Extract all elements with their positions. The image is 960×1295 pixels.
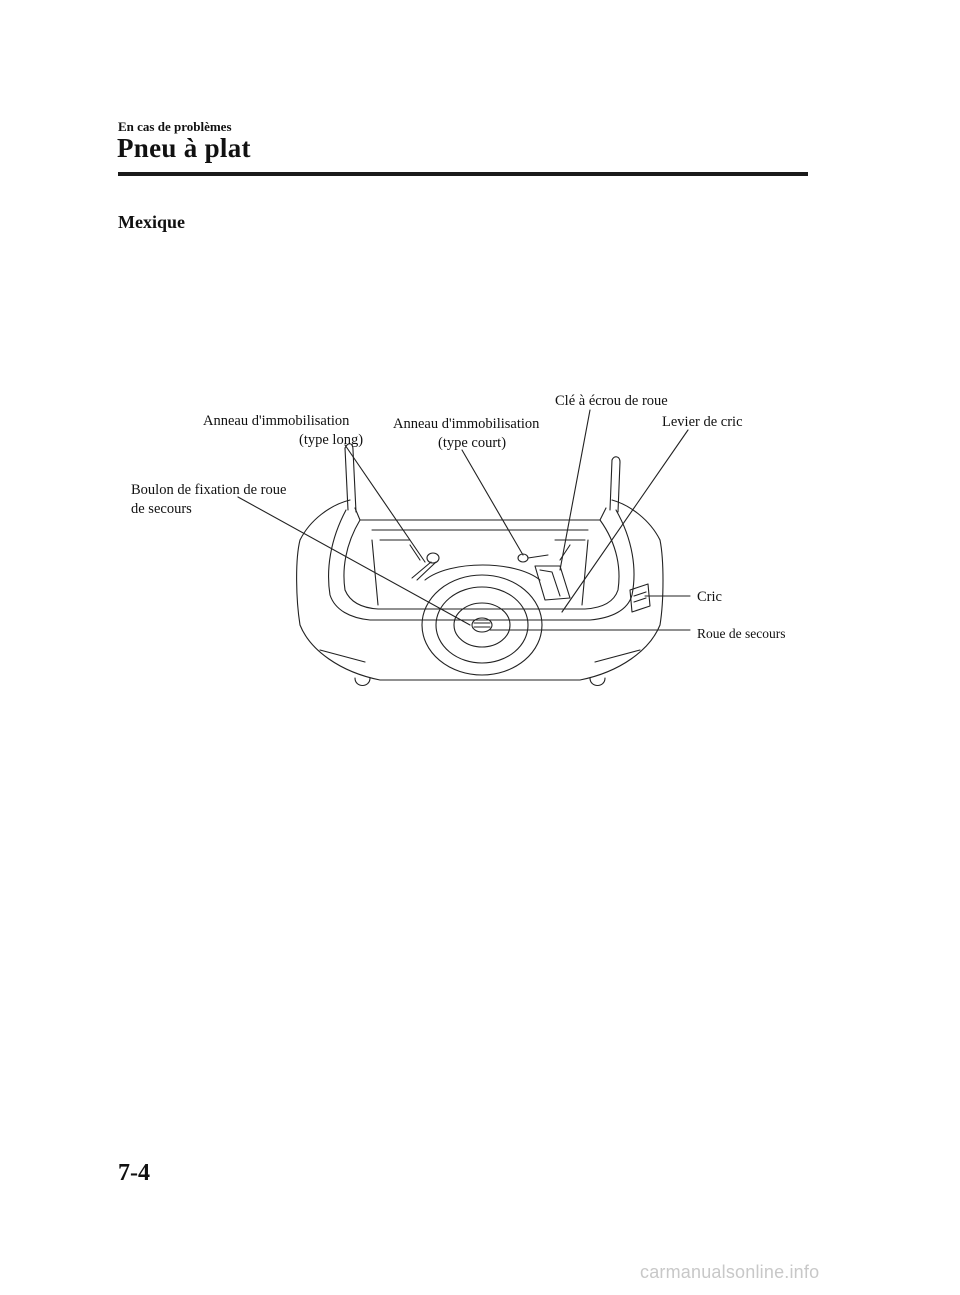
page-title: Pneu à plat (117, 133, 251, 163)
callout-short-ring (393, 415, 539, 453)
callout-long-ring-line1: Anneau d'immobilisation (203, 413, 350, 429)
callout-long-ring (203, 412, 363, 450)
callout-jack-lever: Levier de cric (662, 414, 743, 430)
callout-long-ring-line2: (type long) (299, 432, 364, 448)
callout-short-ring-line2: (type court) (438, 435, 507, 451)
page-number: 7-4 (118, 1160, 150, 1186)
callout-short-ring-line1: Anneau d'immobilisation (393, 416, 540, 432)
callout-lug-wrench: Clé à écrou de roue (555, 393, 668, 409)
callout-spare-bolt-line1: Boulon de fixation de roue (131, 482, 287, 498)
section-label: En cas de problèmes (118, 119, 232, 134)
subheading-region: Mexique (118, 212, 185, 232)
callout-spare-bolt (131, 481, 286, 519)
callout-spare-bolt-line2: de secours (131, 501, 192, 517)
callout-jack: Cric (697, 589, 722, 605)
callout-spare-tire: Roue de secours (697, 626, 786, 641)
watermark: carmanualsonline.info (640, 1262, 820, 1282)
